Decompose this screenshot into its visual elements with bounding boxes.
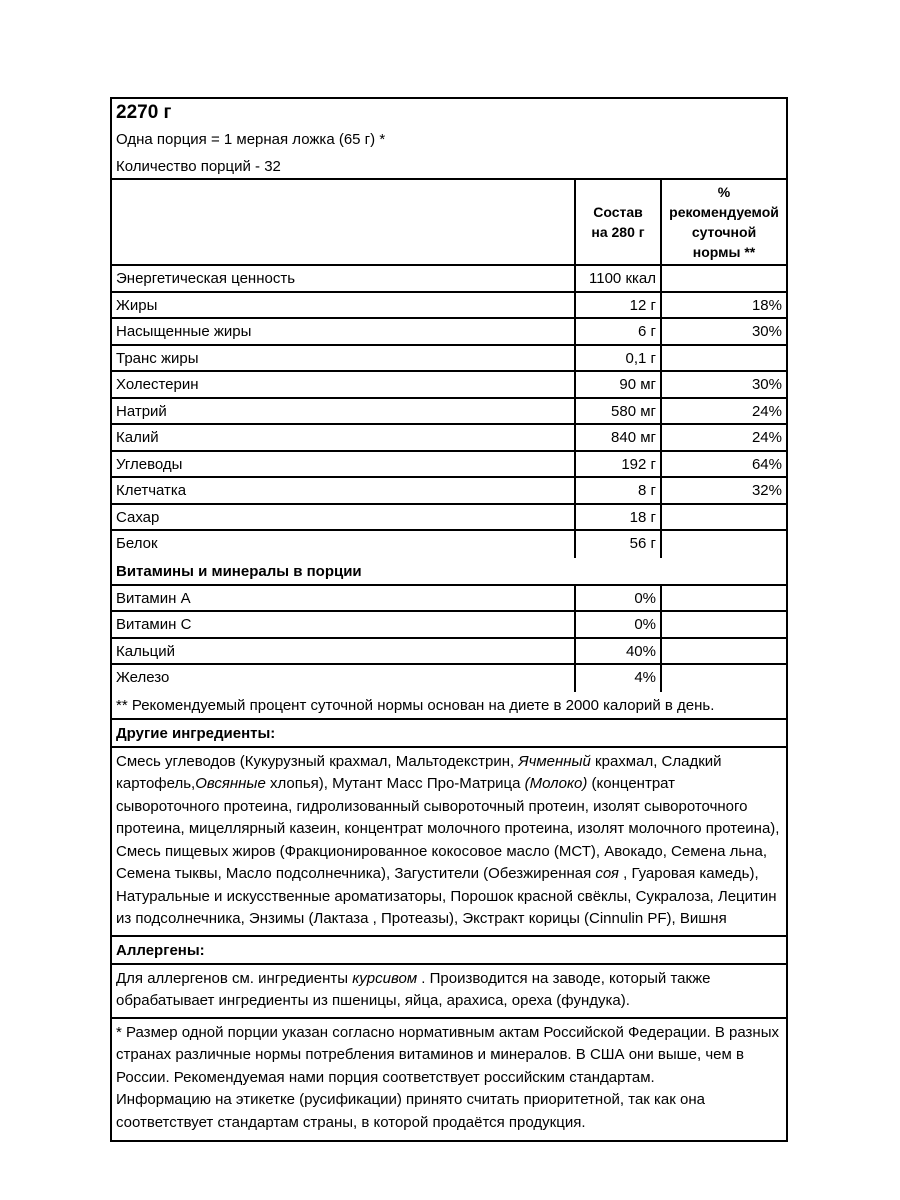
text-segment: , Гуаровая камедь), Натуральные и искусственные ароматизаторы, Порошок красной свёклы, Сукралоза, Лецитин из подсолнечника, Энзимы (Лактаза , Протеазы), Экстракт корицы (Cinnulin PF), Вишня xyxy=(116,865,777,927)
nutrient-daily-value: 30% xyxy=(751,323,782,340)
vitamin-row xyxy=(112,612,786,639)
nutrient-amount: 580 мг xyxy=(576,399,662,424)
disclaimer xyxy=(112,1019,786,1141)
nutrient-daily-value: 30% xyxy=(751,376,782,393)
column-header-amount: Состав на 280 г xyxy=(576,180,662,264)
nutrient-amount: 6 г xyxy=(576,319,662,344)
nutrient-row xyxy=(112,293,786,320)
text-segment: Смесь углеводов (Кукурузный крахмал, Мальтодекстрин, xyxy=(116,752,519,770)
vitamin-daily-value xyxy=(662,586,786,611)
nutrient-amount: 840 мг xyxy=(576,425,662,450)
disclaimer-paragraph: Информацию на этикетке (русификации) принято считать приоритетной, так как она соответствует стандартам страны, в которой продаётся продукция. xyxy=(116,1091,705,1131)
italic-allergen-text: Ячменный xyxy=(518,752,591,770)
text-segment: Для аллергенов см. ингредиенты xyxy=(116,969,353,987)
nutrient-name: Холестерин xyxy=(112,372,576,397)
nutrient-amount: 192 г xyxy=(576,452,662,477)
nutrient-amount: 1100 ккал xyxy=(576,266,662,291)
dv-header-line: нормы ** xyxy=(692,244,756,260)
nutrient-rows xyxy=(112,266,786,558)
daily-value-footnote: ** Рекомендуемый процент суточной нормы основан на диете в 2000 калорий в день. xyxy=(112,692,786,720)
italic-allergen-text: соя xyxy=(595,865,619,882)
dv-header-line: % xyxy=(717,184,731,200)
text-segment: хлопья), Мутант Масс Про-Матрица xyxy=(265,775,525,792)
nutrient-name: Сахар xyxy=(112,505,576,530)
nutrient-daily-value xyxy=(662,505,786,530)
nutrient-amount: 90 мг xyxy=(576,372,662,397)
nutrient-row xyxy=(112,266,786,293)
vitamin-daily-value xyxy=(662,639,786,664)
nutrient-row xyxy=(112,346,786,373)
disclaimer-paragraph: * Размер одной порции указан согласно нормативным актам Российской Федерации. В разных странах различные нормы потребления витаминов и минералов. В США они выше, чем в России. Рекомендуемая нами порция соответствует российским стандартам. xyxy=(116,1023,779,1086)
dv-header-line: рекомендуемой xyxy=(669,204,779,220)
italic-allergen-text: курсивом xyxy=(352,969,418,987)
nutrient-amount: 12 г xyxy=(576,293,662,318)
nutrient-name: Насыщенные жиры xyxy=(112,319,576,344)
vitamin-daily-value xyxy=(662,665,786,692)
ingredients-text xyxy=(112,748,786,937)
nutrition-facts-label xyxy=(110,97,788,1142)
nutrient-row xyxy=(112,452,786,479)
nutrient-amount: 18 г xyxy=(576,505,662,530)
nutrient-name: Транс жиры xyxy=(112,346,576,371)
nutrient-name: Натрий xyxy=(112,399,576,424)
nutrient-row xyxy=(112,399,786,426)
nutrition-table-header xyxy=(112,180,786,266)
text-segment: крахмал, Сладкий картофель, xyxy=(116,752,722,792)
vitamin-row xyxy=(112,586,786,613)
column-header-name xyxy=(112,180,576,264)
vitamin-amount: 0% xyxy=(576,586,662,611)
vitamin-amount: 0% xyxy=(576,612,662,637)
italic-allergen-text: Овсянные xyxy=(195,775,266,792)
vitamin-rows xyxy=(112,586,786,692)
nutrient-name: Углеводы xyxy=(112,452,576,477)
vitamins-section-title: Витамины и минералы в порции xyxy=(112,558,786,586)
ingredients-title: Другие ингредиенты: xyxy=(112,720,786,748)
italic-allergen-text: (Молоко) xyxy=(524,775,588,792)
nutrient-row xyxy=(112,425,786,452)
vitamin-amount: 40% xyxy=(576,639,662,664)
allergens-title: Аллергены: xyxy=(112,937,786,965)
nutrient-amount: 8 г xyxy=(576,478,662,503)
nutrient-row xyxy=(112,319,786,346)
nutrient-name: Жиры xyxy=(112,293,576,318)
nutrient-name: Калий xyxy=(112,425,576,450)
vitamin-name: Кальций xyxy=(112,639,576,664)
nutrient-amount: 56 г xyxy=(576,531,662,558)
text-segment: (концентрат сывороточного протеина, гидролизованный сывороточный протеин, изолят сывороточного протеина, мицеллярный казеин, концентрат молочного протеина, изолят молочного протеина), Смесь пищевых жиров (Фракционированное кокосовое масло (МСТ), Авокадо, Семена льна, Семена тыквы, Масло подсолнечника), Загустители (Обезжиренная xyxy=(116,775,780,882)
nutrient-daily-value xyxy=(662,531,786,558)
nutrient-daily-value: 18% xyxy=(751,296,782,314)
nutrient-row xyxy=(112,531,786,558)
vitamin-row xyxy=(112,639,786,666)
vitamin-row xyxy=(112,665,786,692)
nutrient-amount: 0,1 г xyxy=(576,346,662,371)
text-segment: . Производится на заводе, который также обрабатывает ингредиенты из пшеницы, яйца, арахиса, ореха (фундука). xyxy=(116,969,711,1009)
nutrient-row xyxy=(112,372,786,399)
nutrient-row xyxy=(112,478,786,505)
nutrient-name: Энергетическая ценность xyxy=(112,266,576,291)
vitamin-name: Витамин А xyxy=(112,586,576,611)
nutrient-daily-value: 64% xyxy=(751,455,782,473)
nutrient-daily-value: 24% xyxy=(751,402,782,420)
nutrient-daily-value: 32% xyxy=(751,482,782,499)
nutrient-name: Белок xyxy=(112,531,576,558)
servings-count: Количество порций - 32 xyxy=(112,153,786,180)
serving-size: Одна порция = 1 мерная ложка (65 г) * xyxy=(116,131,386,148)
nutrient-daily-value xyxy=(662,346,786,371)
nutrient-daily-value: 24% xyxy=(751,429,782,446)
allergens-text xyxy=(112,965,786,1019)
dv-header-line: суточной xyxy=(691,224,757,240)
column-header-daily-value xyxy=(662,180,786,264)
nutrient-name: Клетчатка xyxy=(112,478,576,503)
net-weight: 2270 г xyxy=(116,102,172,123)
vitamin-daily-value xyxy=(662,612,786,637)
vitamin-name: Железо xyxy=(112,665,576,692)
nutrient-row xyxy=(112,505,786,532)
vitamin-amount: 4% xyxy=(576,665,662,692)
nutrient-daily-value xyxy=(662,266,786,291)
vitamin-name: Витамин С xyxy=(112,612,576,637)
